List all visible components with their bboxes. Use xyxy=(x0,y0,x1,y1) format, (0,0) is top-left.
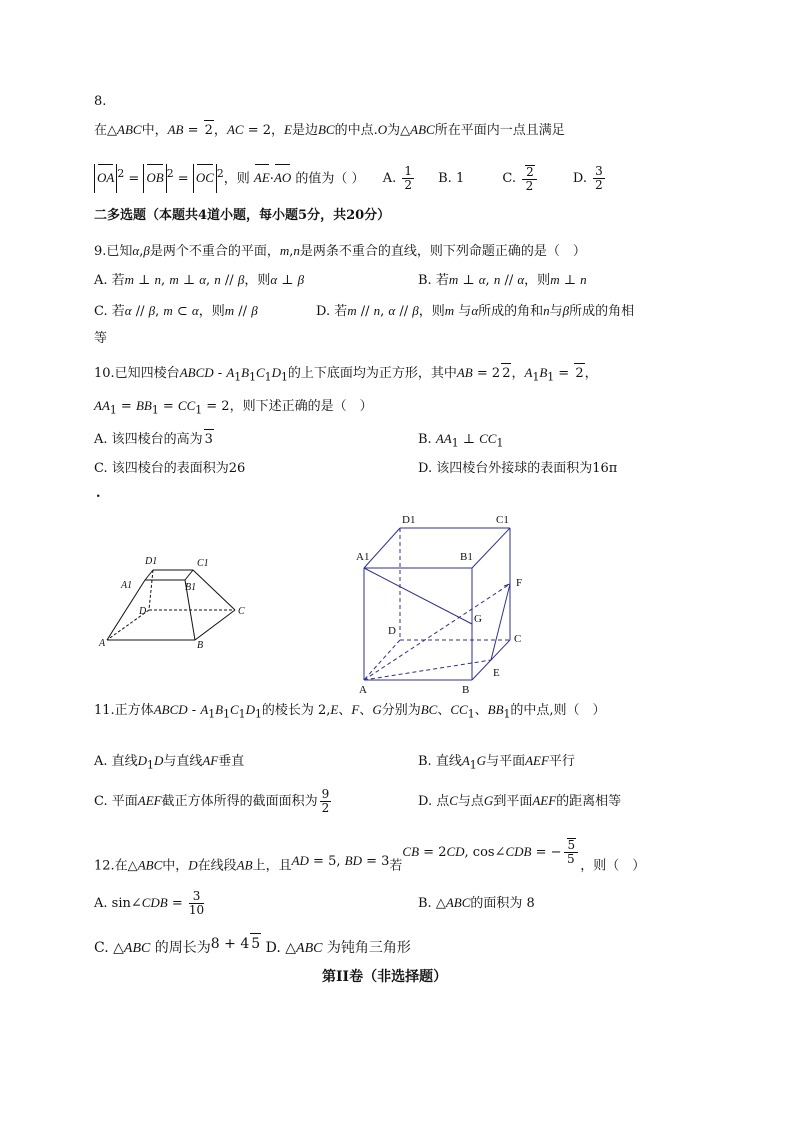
cube-label-e: E xyxy=(493,667,500,679)
frustum-label-b1: B1 xyxy=(185,582,197,593)
q9-option-a: A. 若m ⊥ n, m ⊥ α, n // β，则α ⊥ β xyxy=(94,272,305,288)
cube-label-b1: B1 xyxy=(460,551,473,563)
q8-option-b: B. 1 xyxy=(438,171,465,187)
frustum-label-d: D xyxy=(139,606,147,617)
q10-dot: . xyxy=(96,486,101,501)
frustum-label-a: A xyxy=(99,638,106,649)
q9-option-c: C. 若α // β, m ⊂ α，则m // β xyxy=(94,303,258,319)
cube-label-d1: D1 xyxy=(402,514,416,526)
q8-option-a: A. $\frac{1}{2}$ xyxy=(382,164,412,193)
q12-option-b: B. △ABC的面积为 8 xyxy=(418,895,535,911)
q11-option-c: C. 平面AEF截正方体所得的截面面积为 $\frac{9}{2}$ xyxy=(94,787,330,815)
q11-stem: 11.正方体ABCD - $A_1B_1C_1D_1$的棱长为 2,E、F、G分别为BC、$CC_1$、$BB_1$的中点,则（ ） xyxy=(94,702,606,721)
part2-title: 第II卷（非选择题） xyxy=(322,969,448,985)
q8-option-d: D. $\frac{3}{2}$ xyxy=(572,164,603,193)
frustum-label-a1: A1 xyxy=(121,580,133,591)
q10-option-a: A. 该四棱台的高为 3 xyxy=(94,429,214,450)
frustum-label-b: B xyxy=(197,640,204,651)
q8-number: 8. xyxy=(94,94,107,109)
q11-option-b: B. 直线$A_1G$与平面AEF平行 xyxy=(418,753,575,772)
cube-label-f: F xyxy=(516,577,523,589)
q12-option-c-d: C. △ABC 的周长为8 + 4 5 D. △ABC 为钝角三角形 xyxy=(94,937,411,959)
frustum-figure xyxy=(95,548,255,658)
q9-option-b: B. 若m ⊥ α, n // α，则m ⊥ n xyxy=(418,272,587,288)
cube-figure xyxy=(350,510,540,695)
cube-label-d: D xyxy=(388,625,396,637)
q11-option-a: A. 直线$D_1D$与直线AF垂直 xyxy=(94,753,245,772)
q9-option-d: D. 若m // n, α // β，则m 与α所成的角和n与β所成的角相 xyxy=(316,303,635,319)
cube-label-b: B xyxy=(462,684,470,695)
frustum-label-c1: C1 xyxy=(197,558,209,569)
q9-stem: 9.已知α,β是两个不重合的平面，m,n是两条不重合的直线，则下列命题正确的是（ ） xyxy=(94,243,586,259)
q10-option-b: B. $AA_1$ ⊥ $CC_1$ xyxy=(418,431,504,450)
q8-line1: 在△ABC中，AB = 2，AC = 2，E是边BC的中点.O为△ABC所在平面内一点且满足 xyxy=(94,120,565,141)
frustum-label-c: C xyxy=(238,606,245,617)
q10-option-d: D. 该四棱台外接球的表面积为16π xyxy=(418,461,618,476)
q8-option-c: C. $\frac{2}{2}$ xyxy=(502,171,538,186)
q9-option-d-cont: 等 xyxy=(94,331,108,346)
q10-option-c: C. 该四棱台的表面积为26 xyxy=(94,461,246,476)
q10-stem: 10.已知四棱台ABCD - $A_1B_1C_1D_1$的上下底面均为正方形，其中AB = 2 2，$A_1B_1 = 2$， xyxy=(94,365,598,384)
section2-title: 二多选题（本题共4道小题，每小题5分，共20分） xyxy=(94,208,391,223)
cube-label-g: G xyxy=(474,613,482,625)
q12-stem: 12.在△ABC中，D在线段AB上，且AD = 5, BD = 3若CB = 2CD, cos∠CDB = − $\frac{5}{5}$ ，则（ ） xyxy=(94,838,646,874)
q12-option-a: A. sin∠CDB = $\frac{3}{10}$ xyxy=(94,889,205,917)
cube-label-a1: A1 xyxy=(356,551,370,563)
frustum-label-d1: D1 xyxy=(145,556,158,567)
q11-option-d: D. 点C与点G到平面AEF的距离相等 xyxy=(418,793,622,809)
cube-label-a: A xyxy=(359,684,367,695)
q10-stem2: $AA_1 = BB_1 = CC_1 = 2$，则下述正确的是（ ） xyxy=(94,398,373,417)
cube-label-c: C xyxy=(514,633,522,645)
cube-label-c1: C1 xyxy=(496,514,509,526)
q8-line2: OA $^2$ = OB $^2$ = OC $^2$，则 AE·AO 的值为（ ） A. $\frac{1}{2}$ B. 1 C. $\frac{2}{2}$ D. $\frac{3}{2}$ xyxy=(94,160,607,193)
